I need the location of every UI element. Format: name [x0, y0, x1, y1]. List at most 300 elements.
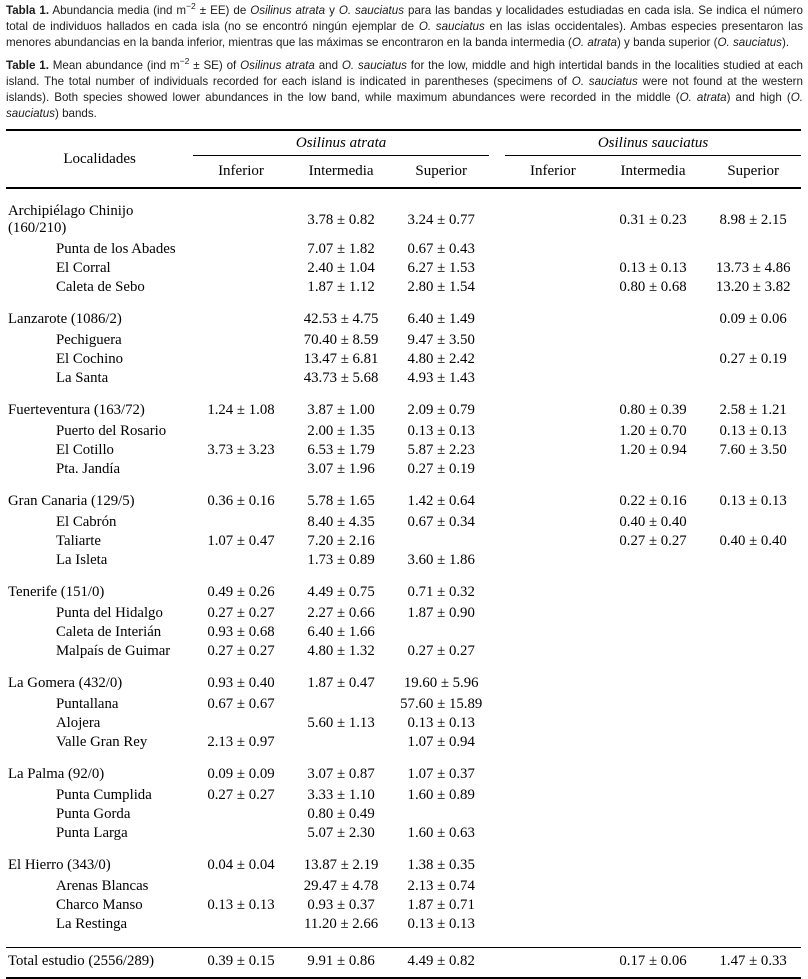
species-name-italic: O. sauciatus	[338, 4, 405, 17]
species-name-italic: O. sauciatus	[6, 91, 803, 120]
caption-label: Table 1.	[6, 59, 49, 72]
value-cell	[601, 604, 706, 623]
species-name-italic: Osilinus atrata	[250, 4, 326, 17]
locality-row	[6, 259, 801, 278]
value-cell	[601, 369, 706, 388]
locality-row	[6, 824, 801, 843]
island-name: Fuerteventura (163/72)	[8, 402, 145, 418]
value-cell: 1.60 ± 0.63	[407, 825, 475, 841]
spacer-cell	[193, 934, 289, 948]
value-cell	[601, 714, 706, 733]
column-gap	[489, 460, 505, 479]
value-cell	[505, 661, 601, 695]
value-cell	[601, 752, 706, 786]
column-gap	[489, 714, 505, 733]
band-header-inferior-atrata: Inferior	[193, 156, 289, 189]
value-cell: 2.80 ± 1.54	[407, 279, 475, 295]
value-cell: 2.09 ± 0.79	[407, 402, 475, 418]
value-cell	[601, 786, 706, 805]
value-cell: 4.93 ± 1.43	[407, 370, 475, 386]
value-cell	[705, 623, 801, 642]
spacer-cell	[705, 934, 801, 948]
locality-row	[6, 278, 801, 297]
band-header-inferior-sauciatus: Inferior	[505, 156, 601, 189]
value-cell: 0.67 ± 0.43	[407, 241, 475, 257]
value-cell: 3.07 ± 1.96	[307, 461, 375, 477]
value-cell: 0.27 ± 0.27	[207, 787, 275, 803]
column-gap	[489, 642, 505, 661]
value-cell	[601, 805, 706, 824]
caption-text: ) y banda superior (	[616, 36, 718, 49]
value-cell: 1.87 ± 0.71	[407, 897, 475, 913]
value-cell: 4.49 ± 0.82	[393, 948, 489, 979]
caption-text: Abundancia media (ind m	[49, 4, 187, 17]
value-cell: 0.49 ± 0.26	[207, 584, 275, 600]
value-cell: 29.47 ± 4.78	[303, 878, 379, 894]
value-cell	[505, 623, 601, 642]
value-cell	[193, 240, 289, 259]
value-cell: 57.60 ± 15.89	[400, 696, 483, 712]
value-cell	[705, 513, 801, 532]
locality-name: El Corral	[56, 260, 111, 276]
locality-row	[6, 532, 801, 551]
locality-name: Pechiguera	[56, 332, 122, 348]
value-cell: 1.42 ± 0.64	[407, 493, 475, 509]
value-cell	[601, 460, 706, 479]
band-header-intermedia-atrata: Intermedia	[289, 156, 394, 189]
value-cell: 13.47 ± 6.81	[303, 351, 379, 367]
value-cell: 0.13 ± 0.13	[407, 715, 475, 731]
value-cell	[705, 877, 801, 896]
island-row	[6, 388, 801, 422]
value-cell	[601, 623, 706, 642]
value-cell	[193, 278, 289, 297]
value-cell: 0.71 ± 0.32	[407, 584, 475, 600]
column-gap	[489, 422, 505, 441]
value-cell	[505, 752, 601, 786]
column-gap	[489, 130, 505, 156]
value-cell: 2.27 ± 0.66	[307, 605, 375, 621]
value-cell: 1.38 ± 0.35	[407, 857, 475, 873]
total-label: Total estudio (2556/289)	[6, 948, 193, 979]
value-cell	[505, 278, 601, 297]
value-cell	[193, 551, 289, 570]
value-cell: 1.24 ± 1.08	[207, 402, 275, 418]
value-cell	[601, 877, 706, 896]
value-cell: 13.73 ± 4.86	[715, 260, 791, 276]
value-cell: 0.80 ± 0.39	[619, 402, 687, 418]
value-cell	[193, 460, 289, 479]
locality-name: La Santa	[56, 370, 109, 386]
locality-row	[6, 695, 801, 714]
caption-text: para las bandas y localidades estudiadas en cada isla. Se indica el número total de individuos hallados en cada isla (no se encontró ningún ejemplar de	[6, 4, 803, 33]
table-body	[6, 188, 801, 978]
value-cell	[193, 331, 289, 350]
locality-name: Puerto del Rosario	[56, 423, 167, 439]
value-cell	[601, 843, 706, 877]
locality-name: El Cotillo	[56, 442, 114, 458]
value-cell: 0.40 ± 0.40	[619, 514, 687, 530]
value-cell	[505, 422, 601, 441]
value-cell	[705, 824, 801, 843]
value-cell: 8.98 ± 2.15	[719, 211, 787, 228]
species-name-italic: O. sauciatus	[717, 36, 782, 49]
island-row	[6, 297, 801, 331]
value-cell: 19.60 ± 5.96	[403, 675, 479, 691]
island-name: La Palma (92/0)	[8, 766, 105, 782]
value-cell: 6.40 ± 1.66	[307, 624, 375, 640]
value-cell	[505, 513, 601, 532]
locality-name: Punta del Hidalgo	[56, 605, 163, 621]
value-cell: 0.40 ± 0.40	[719, 533, 787, 549]
island-name: Archipiélago Chinijo (160/210)	[8, 203, 134, 236]
value-cell: 7.60 ± 3.50	[719, 442, 787, 458]
value-cell: 2.40 ± 1.04	[307, 260, 375, 276]
value-cell	[705, 551, 801, 570]
locality-name: Taliarte	[56, 533, 101, 549]
value-cell: 3.07 ± 0.87	[307, 766, 375, 782]
locality-row	[6, 623, 801, 642]
column-gap	[489, 331, 505, 350]
value-cell: 5.60 ± 1.13	[307, 715, 375, 731]
value-cell	[193, 369, 289, 388]
value-cell	[601, 642, 706, 661]
value-cell: 13.87 ± 2.19	[303, 857, 379, 873]
island-row	[6, 479, 801, 513]
column-gap	[489, 896, 505, 915]
value-cell	[705, 752, 801, 786]
value-cell: 1.87 ± 0.90	[407, 605, 475, 621]
value-cell: 0.13 ± 0.13	[719, 493, 787, 509]
value-cell	[505, 714, 601, 733]
value-cell: 1.60 ± 0.89	[407, 787, 475, 803]
value-cell: 70.40 ± 8.59	[303, 332, 379, 348]
value-cell	[193, 350, 289, 369]
value-cell	[505, 297, 601, 331]
value-cell: 0.27 ± 0.27	[207, 643, 275, 659]
value-cell: 43.73 ± 5.68	[303, 370, 379, 386]
island-row	[6, 661, 801, 695]
value-cell	[505, 551, 601, 570]
value-cell: 3.73 ± 3.23	[207, 442, 275, 458]
value-cell	[705, 733, 801, 752]
table-header	[6, 130, 801, 188]
caption-text: ).	[781, 36, 790, 49]
value-cell: 0.67 ± 0.34	[407, 514, 475, 530]
locality-name: La Restinga	[56, 916, 128, 932]
species-name-italic: O. sauciatus	[341, 59, 407, 72]
island-row	[6, 843, 801, 877]
island-name: La Gomera (432/0)	[8, 675, 123, 691]
locality-name: La Isleta	[56, 552, 108, 568]
locality-name: El Cochino	[56, 351, 123, 367]
column-gap	[489, 915, 505, 934]
value-cell	[601, 733, 706, 752]
species-name-italic: Osilinus atrata	[240, 59, 315, 72]
value-cell	[505, 877, 601, 896]
value-cell	[505, 948, 601, 979]
column-gap	[489, 513, 505, 532]
caption-text: ) and high (	[726, 91, 791, 104]
value-cell: 9.91 ± 0.86	[289, 948, 394, 979]
value-cell	[505, 604, 601, 623]
value-cell	[705, 915, 801, 934]
value-cell	[193, 188, 289, 240]
value-cell	[289, 733, 394, 752]
value-cell	[601, 551, 706, 570]
value-cell	[601, 915, 706, 934]
value-cell: 1.20 ± 0.70	[619, 423, 687, 439]
species-name-italic: O. atrata	[679, 91, 727, 104]
column-gap	[489, 877, 505, 896]
locality-name: Punta Cumplida	[56, 787, 152, 803]
spacer-cell	[601, 934, 706, 948]
column-gap	[489, 388, 505, 422]
value-cell	[505, 460, 601, 479]
spacer-cell	[6, 934, 193, 948]
value-cell	[193, 259, 289, 278]
island-name: Tenerife (151/0)	[8, 584, 105, 600]
value-cell: 2.13 ± 0.97	[207, 734, 275, 750]
locality-name: El Cabrón	[56, 514, 117, 530]
value-cell: 4.49 ± 0.75	[307, 584, 375, 600]
value-cell	[505, 695, 601, 714]
island-name: El Hierro (343/0)	[8, 857, 111, 873]
column-gap	[489, 297, 505, 331]
band-header-superior-sauciatus: Superior	[705, 156, 801, 189]
locality-row	[6, 786, 801, 805]
value-cell	[505, 532, 601, 551]
column-gap	[489, 551, 505, 570]
value-cell	[505, 915, 601, 934]
value-cell	[505, 369, 601, 388]
locality-name: Caleta de Sebo	[56, 279, 145, 295]
caption-text: and	[314, 59, 342, 72]
value-cell	[193, 422, 289, 441]
localities-header: Localidades	[6, 130, 193, 188]
value-cell: 6.53 ± 1.79	[307, 442, 375, 458]
spacer-cell	[505, 934, 601, 948]
value-cell: 0.17 ± 0.06	[601, 948, 706, 979]
locality-row	[6, 805, 801, 824]
column-gap	[489, 752, 505, 786]
band-header-superior-atrata: Superior	[393, 156, 489, 189]
value-cell: 3.24 ± 0.77	[407, 211, 475, 228]
locality-name: Punta de los Abades	[56, 241, 176, 257]
value-cell: 0.04 ± 0.04	[207, 857, 275, 873]
value-cell	[393, 532, 489, 551]
value-cell	[193, 824, 289, 843]
value-cell: 3.60 ± 1.86	[407, 552, 475, 568]
locality-row	[6, 422, 801, 441]
locality-row	[6, 642, 801, 661]
value-cell	[393, 805, 489, 824]
value-cell: 0.27 ± 0.27	[619, 533, 687, 549]
locality-name: Arenas Blancas	[56, 878, 149, 894]
value-cell: 0.80 ± 0.49	[307, 806, 375, 822]
value-cell: 0.09 ± 0.09	[207, 766, 275, 782]
value-cell: 0.39 ± 0.15	[193, 948, 289, 979]
column-gap	[489, 695, 505, 714]
value-cell	[289, 695, 394, 714]
column-gap	[489, 661, 505, 695]
value-cell	[193, 805, 289, 824]
locality-row	[6, 441, 801, 460]
value-cell	[505, 441, 601, 460]
value-cell: 0.13 ± 0.13	[719, 423, 787, 439]
value-cell: 0.27 ± 0.19	[719, 351, 787, 367]
value-cell: 0.67 ± 0.67	[207, 696, 275, 712]
column-gap	[489, 259, 505, 278]
value-cell	[505, 786, 601, 805]
caption-text: y	[325, 4, 339, 17]
value-cell	[705, 331, 801, 350]
column-gap	[489, 369, 505, 388]
caption-text: −2	[179, 56, 190, 67]
species-header-row	[6, 130, 801, 156]
value-cell: 1.87 ± 1.12	[307, 279, 375, 295]
species-name-italic: O. sauciatus	[418, 20, 485, 33]
value-cell	[505, 259, 601, 278]
value-cell: 13.20 ± 3.82	[715, 279, 791, 295]
column-gap	[489, 948, 505, 979]
value-cell: 5.78 ± 1.65	[307, 493, 375, 509]
value-cell: 4.80 ± 2.42	[407, 351, 475, 367]
locality-row	[6, 240, 801, 259]
value-cell	[705, 240, 801, 259]
value-cell	[601, 331, 706, 350]
locality-row	[6, 604, 801, 623]
value-cell: 6.40 ± 1.49	[407, 311, 475, 327]
value-cell	[505, 388, 601, 422]
column-gap	[489, 824, 505, 843]
total-row	[6, 948, 801, 979]
locality-row	[6, 350, 801, 369]
value-cell: 0.13 ± 0.13	[407, 916, 475, 932]
value-cell: 1.20 ± 0.94	[619, 442, 687, 458]
locality-row	[6, 551, 801, 570]
caption-text: ± SE) of	[189, 59, 241, 72]
locality-name: Malpaís de Guimar	[56, 643, 171, 659]
column-gap	[489, 188, 505, 240]
value-cell: 0.27 ± 0.27	[207, 605, 275, 621]
locality-row	[6, 460, 801, 479]
value-cell	[705, 369, 801, 388]
value-cell: 0.93 ± 0.40	[207, 675, 275, 691]
value-cell: 1.87 ± 0.47	[307, 675, 375, 691]
caption-spanish	[6, 3, 803, 51]
caption-text: ) bands.	[54, 107, 97, 120]
value-cell	[705, 661, 801, 695]
value-cell: 2.13 ± 0.74	[407, 878, 475, 894]
value-cell: 0.27 ± 0.27	[407, 643, 475, 659]
value-cell: 8.40 ± 4.35	[307, 514, 375, 530]
caption-english	[6, 58, 803, 122]
value-cell	[601, 240, 706, 259]
value-cell: 11.20 ± 2.66	[304, 916, 379, 932]
value-cell: 0.13 ± 0.13	[619, 260, 687, 276]
value-cell: 3.33 ± 1.10	[307, 787, 375, 803]
value-cell: 4.80 ± 1.32	[307, 643, 375, 659]
value-cell	[705, 786, 801, 805]
value-cell: 0.13 ± 0.13	[207, 897, 275, 913]
island-name: Gran Canaria (129/5)	[8, 493, 135, 509]
value-cell: 7.20 ± 2.16	[307, 533, 375, 549]
spacer-cell	[489, 934, 505, 948]
locality-name: Puntallana	[56, 696, 119, 712]
value-cell: 0.09 ± 0.06	[719, 311, 787, 327]
locality-name: Valle Gran Rey	[56, 734, 148, 750]
locality-name: Punta Larga	[56, 825, 128, 841]
species-name-italic: O. atrata	[571, 36, 617, 49]
caption-text: Mean abundance (ind m	[48, 59, 180, 72]
value-cell	[505, 350, 601, 369]
value-cell: 1.73 ± 0.89	[307, 552, 375, 568]
value-cell	[601, 350, 706, 369]
value-cell: 3.78 ± 0.82	[307, 211, 375, 228]
locality-row	[6, 369, 801, 388]
value-cell	[505, 824, 601, 843]
value-cell	[505, 240, 601, 259]
value-cell	[705, 604, 801, 623]
value-cell: 1.47 ± 0.33	[705, 948, 801, 979]
value-cell: 0.93 ± 0.37	[307, 897, 375, 913]
value-cell: 1.07 ± 0.47	[207, 533, 275, 549]
value-cell	[601, 896, 706, 915]
locality-row	[6, 915, 801, 934]
value-cell	[705, 714, 801, 733]
value-cell: 2.58 ± 1.21	[719, 402, 787, 418]
column-gap	[489, 805, 505, 824]
value-cell	[193, 915, 289, 934]
value-cell	[601, 297, 706, 331]
caption-text: were not found at the western islands). Both species showed lower abundances in the low band, while maximum abundances were recorded in the middle (	[6, 75, 803, 104]
value-cell: 2.00 ± 1.35	[307, 423, 375, 439]
value-cell	[705, 896, 801, 915]
value-cell	[505, 570, 601, 604]
column-gap	[489, 786, 505, 805]
island-row	[6, 188, 801, 240]
column-gap	[489, 843, 505, 877]
value-cell	[193, 714, 289, 733]
value-cell: 7.07 ± 1.82	[307, 241, 375, 257]
value-cell: 5.07 ± 2.30	[307, 825, 375, 841]
value-cell: 1.07 ± 0.37	[407, 766, 475, 782]
value-cell	[705, 805, 801, 824]
value-cell	[705, 695, 801, 714]
value-cell	[193, 297, 289, 331]
column-gap	[489, 532, 505, 551]
locality-row	[6, 877, 801, 896]
value-cell	[505, 479, 601, 513]
island-row	[6, 752, 801, 786]
column-gap	[489, 570, 505, 604]
caption-text: en las islas occidentales). Ambas especies presentaron las menores abundancias en la banda inferior, mientras que las máximas se encontraron en la banda intermedia (	[6, 20, 803, 49]
value-cell: 0.80 ± 0.68	[619, 279, 687, 295]
value-cell: 6.27 ± 1.53	[407, 260, 475, 276]
value-cell	[505, 733, 601, 752]
locality-row	[6, 896, 801, 915]
spacer-cell	[393, 934, 489, 948]
value-cell: 0.22 ± 0.16	[619, 493, 687, 509]
value-cell	[193, 513, 289, 532]
column-gap	[489, 733, 505, 752]
species-header-sauciatus: Osilinus sauciatus	[505, 130, 801, 156]
locality-row	[6, 733, 801, 752]
value-cell: 0.31 ± 0.23	[619, 211, 687, 228]
column-gap	[489, 479, 505, 513]
caption-text: ± EE) de	[195, 4, 251, 17]
